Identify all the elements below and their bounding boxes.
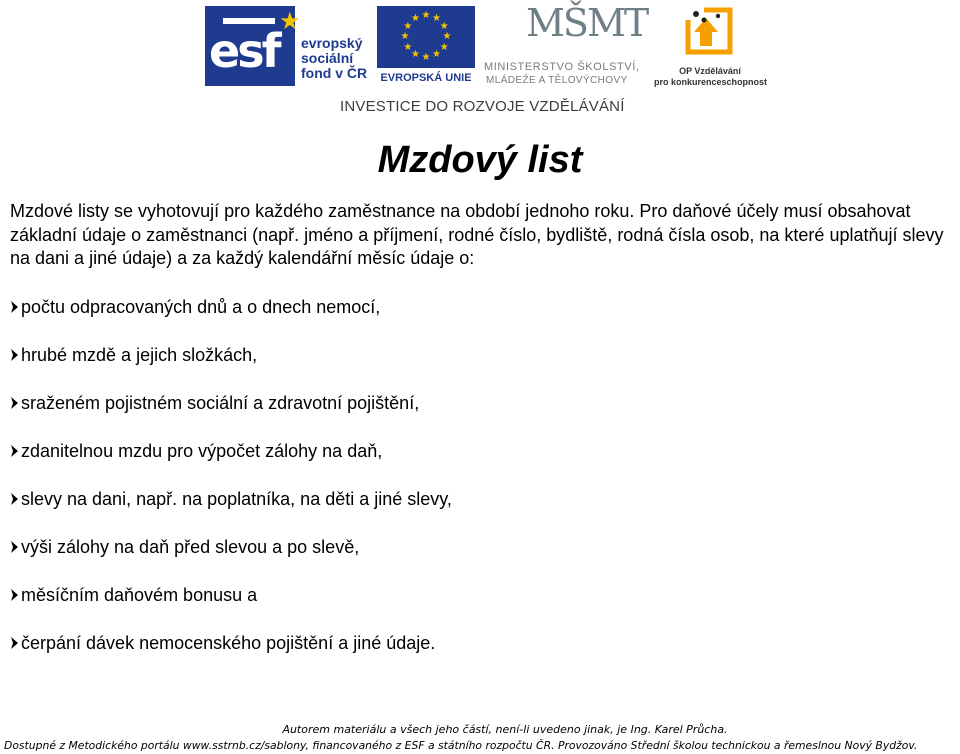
star-icon: ★ <box>442 31 452 42</box>
arrowhead-bullet-icon <box>10 444 20 458</box>
footer-author-line: Autorem materiálu a všech jeho částí, není-li uvedeno jinak, je Ing. Karel Průcha. <box>282 723 728 736</box>
footer <box>0 722 960 754</box>
eu-logo-label: EVROPSKÁ UNIE <box>380 72 472 84</box>
investment-tagline: INVESTICE DO ROZVOJE VZDĚLÁVÁNÍ <box>340 98 625 115</box>
list-item-text: zdanitelnou mzdu pro výpočet zálohy na daň, <box>21 441 383 461</box>
star-icon: ★ <box>411 49 420 61</box>
star-icon: ★ <box>421 10 431 21</box>
star-icon: ★ <box>439 20 449 32</box>
arrowhead-bullet-icon <box>10 540 20 554</box>
esf-logo <box>205 6 371 86</box>
arrowhead-bullet-icon <box>10 300 20 314</box>
list-item <box>10 392 452 440</box>
op-vk-logo-line1: OP Vzdělávání <box>679 66 741 76</box>
page-title: Mzdový list <box>377 139 583 181</box>
list-item-text: hrubé mzdě a jejich složkách, <box>21 345 258 365</box>
op-vk-logo-icon <box>684 6 734 56</box>
star-icon: ★ <box>403 20 413 32</box>
star-icon: ★ <box>432 49 441 61</box>
arrowhead-bullet-icon <box>10 396 20 410</box>
star-icon: ★ <box>439 41 449 53</box>
star-icon: ★ <box>421 52 431 63</box>
intro-paragraph: Mzdové listy se vyhotovují pro každého zaměstnance na období jednoho roku. Pro daňové účely musí obsahovat základní údaje o zaměstnanci (např. jméno a příjmení, rodné číslo, bydliště, rodná čísla osob, na které uplatňují slevy na dani a jiné údaje) a za každý kalendářní měsíc údaje o: <box>10 201 944 268</box>
eu-flag-icon <box>377 6 475 68</box>
item-list <box>10 296 452 680</box>
list-item <box>10 440 452 488</box>
list-item-text: měsíčním daňovém bonusu a <box>21 585 258 605</box>
op-vk-logo-line2: pro konkurenceschopnost <box>654 77 768 87</box>
list-item <box>10 536 452 584</box>
logo-strip <box>0 0 960 120</box>
arrowhead-bullet-icon <box>10 492 20 506</box>
list-item <box>10 344 452 392</box>
list-item <box>10 488 452 536</box>
list-item <box>10 584 452 632</box>
list-item <box>10 296 452 344</box>
esf-logo-mark <box>205 6 301 86</box>
eu-logo <box>377 6 475 86</box>
op-vk-logo <box>654 4 766 88</box>
msmt-logo <box>484 1 650 88</box>
msmt-logo-mark: MŠMT <box>526 1 648 45</box>
star-icon: ★ <box>400 31 410 42</box>
footer-source-line: Dostupné z Metodického portálu www.sstrnb.cz/sablony, financovaného z ESF a státního rozpočtu ČR. Provozováno Střední školou technickou a řemeslnou Nový Bydžov. <box>4 739 918 752</box>
star-icon: ★ <box>411 12 420 24</box>
star-icon: ★ <box>432 12 441 24</box>
esf-logo-text: evropský sociální fond v ČR <box>301 35 368 81</box>
arrowhead-bullet-icon <box>10 636 20 650</box>
msmt-logo-line2: MLÁDEŽE A TĚLOVÝCHOVY <box>486 75 628 86</box>
list-item-text: počtu odpracovaných dnů a o dnech nemocí, <box>21 297 381 317</box>
list-item-text: výši zálohy na daň před slevou a po slevě, <box>21 537 360 557</box>
arrowhead-bullet-icon <box>10 348 20 362</box>
star-icon: ★ <box>403 41 413 53</box>
list-item-text: sraženém pojistném sociální a zdravotní pojištění, <box>21 393 420 413</box>
list-item-text: čerpání dávek nemocenského pojištění a jiné údaje. <box>21 633 436 653</box>
esf-logo-letters: esf <box>209 24 279 78</box>
list-item <box>10 632 452 680</box>
msmt-logo-line1: MINISTERSTVO ŠKOLSTVÍ, <box>484 61 640 73</box>
list-item-text: slevy na dani, např. na poplatníka, na děti a jiné slevy, <box>21 489 452 509</box>
star-icon: ★ <box>279 8 301 35</box>
arrowhead-bullet-icon <box>10 588 20 602</box>
